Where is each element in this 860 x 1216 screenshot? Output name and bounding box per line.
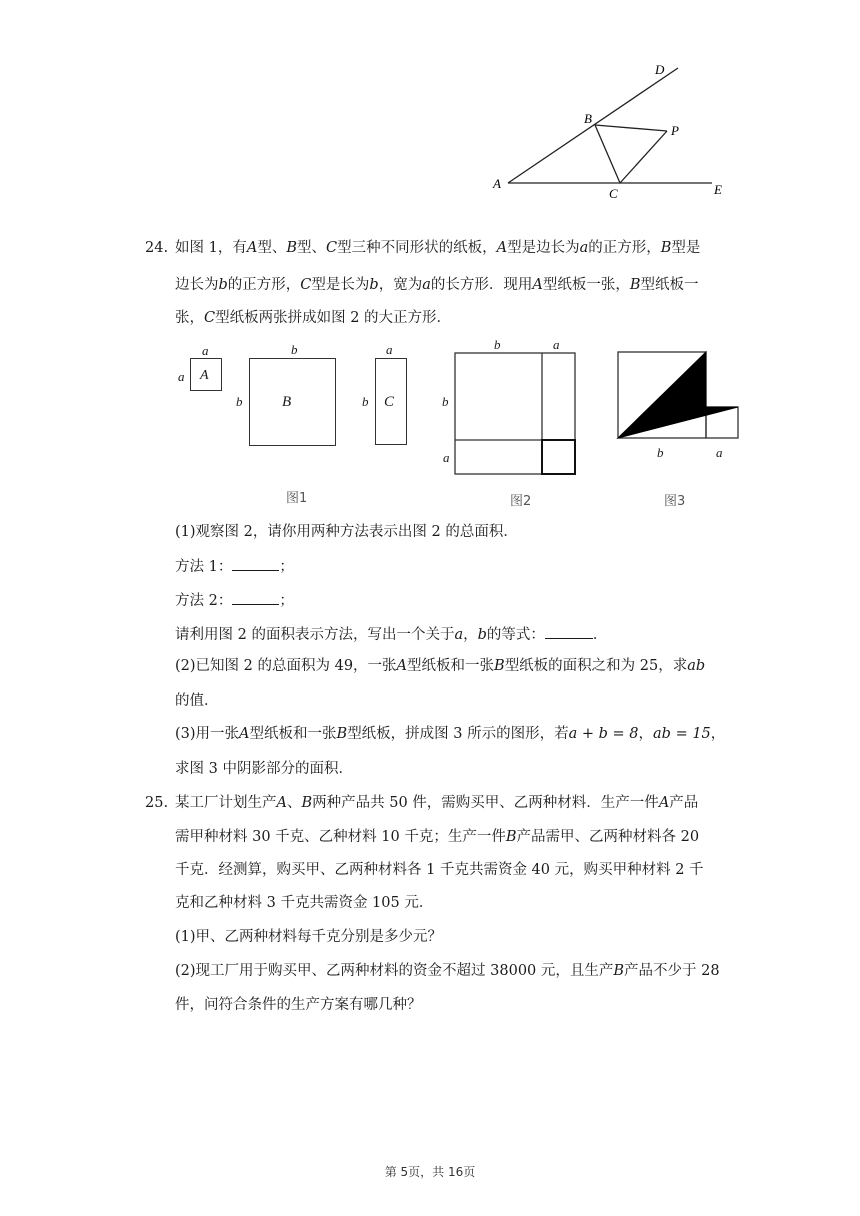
q24-part-3-line-2: 求图 3 中阴影部分的面积． [175,761,353,777]
label-d: D [655,62,665,77]
fig1-caption: 图1 [286,491,308,506]
big-square-diagram [450,350,580,480]
answer-blank [232,590,279,605]
q25-line-4: 克和乙种材料 3 千克共需资金 105 元． [175,895,434,911]
geometry-figure [0,0,860,215]
label-e: E [714,182,722,197]
q24-part-3-line-1: (3)用一张A型纸板和一张B型纸板，拼成图 3 所示的图形，若a + b = 8，ab = 15， [175,726,726,742]
label-p: P [671,123,679,138]
ray-ad [508,68,678,183]
q25-part-2-line-2: 件，问符合条件的生产方案有哪几种？ [175,997,422,1013]
question-number: 24. [145,240,169,256]
fig1-a-top-label: a [202,343,209,358]
fig2-left-b-label: b [442,394,449,409]
fig2-left-a-label: a [443,450,450,465]
answer-blank [545,624,593,639]
fig2-caption: 图2 [510,494,532,509]
rectangle-c-label: C [384,394,395,410]
q25-part-2-line-1: (2)现工厂用于购买甲、乙两种材料的资金不超过 38000 元，且生产B产品不少于 28 [175,963,720,979]
q24-equation-line: 请利用图 2 的面积表示方法，写出一个关于a，b的等式： ． [175,624,607,645]
shaded-region [618,352,738,438]
fig3-bottom-a-label: a [716,445,723,460]
fig2-top-a-label: a [553,337,560,352]
square-b [249,358,336,446]
label-c: C [609,186,618,201]
q24-method-2: 方法 2： ； [175,590,294,611]
segment-bc [595,125,620,183]
question-number: 25. [145,795,169,811]
q24-line-1: 如图 1，有A型、B型、C型三种不同形状的纸板，A型是边长为a的正方形，B型是 [175,240,701,256]
segment-cp [620,131,667,183]
segment-bp [595,125,667,131]
fig1-b-top-label: b [291,342,298,357]
label-a: A [493,176,501,191]
shaded-figure-diagram [610,345,745,445]
fig1-c-top-label: a [386,342,393,357]
q24-method-1: 方法 1： ； [175,556,294,577]
q24-part-1: (1)观察图 2，请你用两种方法表示出图 2 的总面积． [175,524,518,540]
q25-part-1: (1)甲、乙两种材料每千克分别是多少元？ [175,929,443,945]
fig2-top-b-label: b [494,337,501,352]
q25-line-3: 千克．经测算，购买甲、乙两种材料各 1 千克共需资金 40 元，购买甲种材料 2 千 [175,862,704,878]
label-b: B [584,111,592,126]
fig3-bottom-b-label: b [657,445,664,460]
q24-part-2-line-1: (2)已知图 2 的总面积为 49，一张A型纸板和一张B型纸板的面积之和为 25，求ab [175,658,706,674]
fig3-caption: 图3 [664,494,686,509]
q24-line-3: 张，C型纸板两张拼成如图 2 的大正方形． [175,310,452,326]
answer-blank [232,556,279,571]
fig1-a-left-label: a [178,369,185,384]
fig1-c-left-label: b [362,394,369,409]
square-a-label: A [200,368,209,383]
q24-part-2-line-2: 的值． [175,693,219,709]
page-footer: 第 5页，共 16页 [384,1165,476,1179]
q24-line-2: 边长为b的正方形，C型是长为b，宽为a的长方形．现用A型纸板一张，B型纸板一 [175,277,699,293]
q25-line-1: 某工厂计划生产A、B两种产品共 50 件，需购买甲、乙两种材料．生产一件A产品 [175,795,699,811]
fig1-b-left-label: b [236,394,243,409]
q25-line-2: 需甲种材料 30 千克、乙种材料 10 千克；生产一件B产品需甲、乙两种材料各 20 [175,829,700,845]
square-b-label: B [282,394,292,410]
